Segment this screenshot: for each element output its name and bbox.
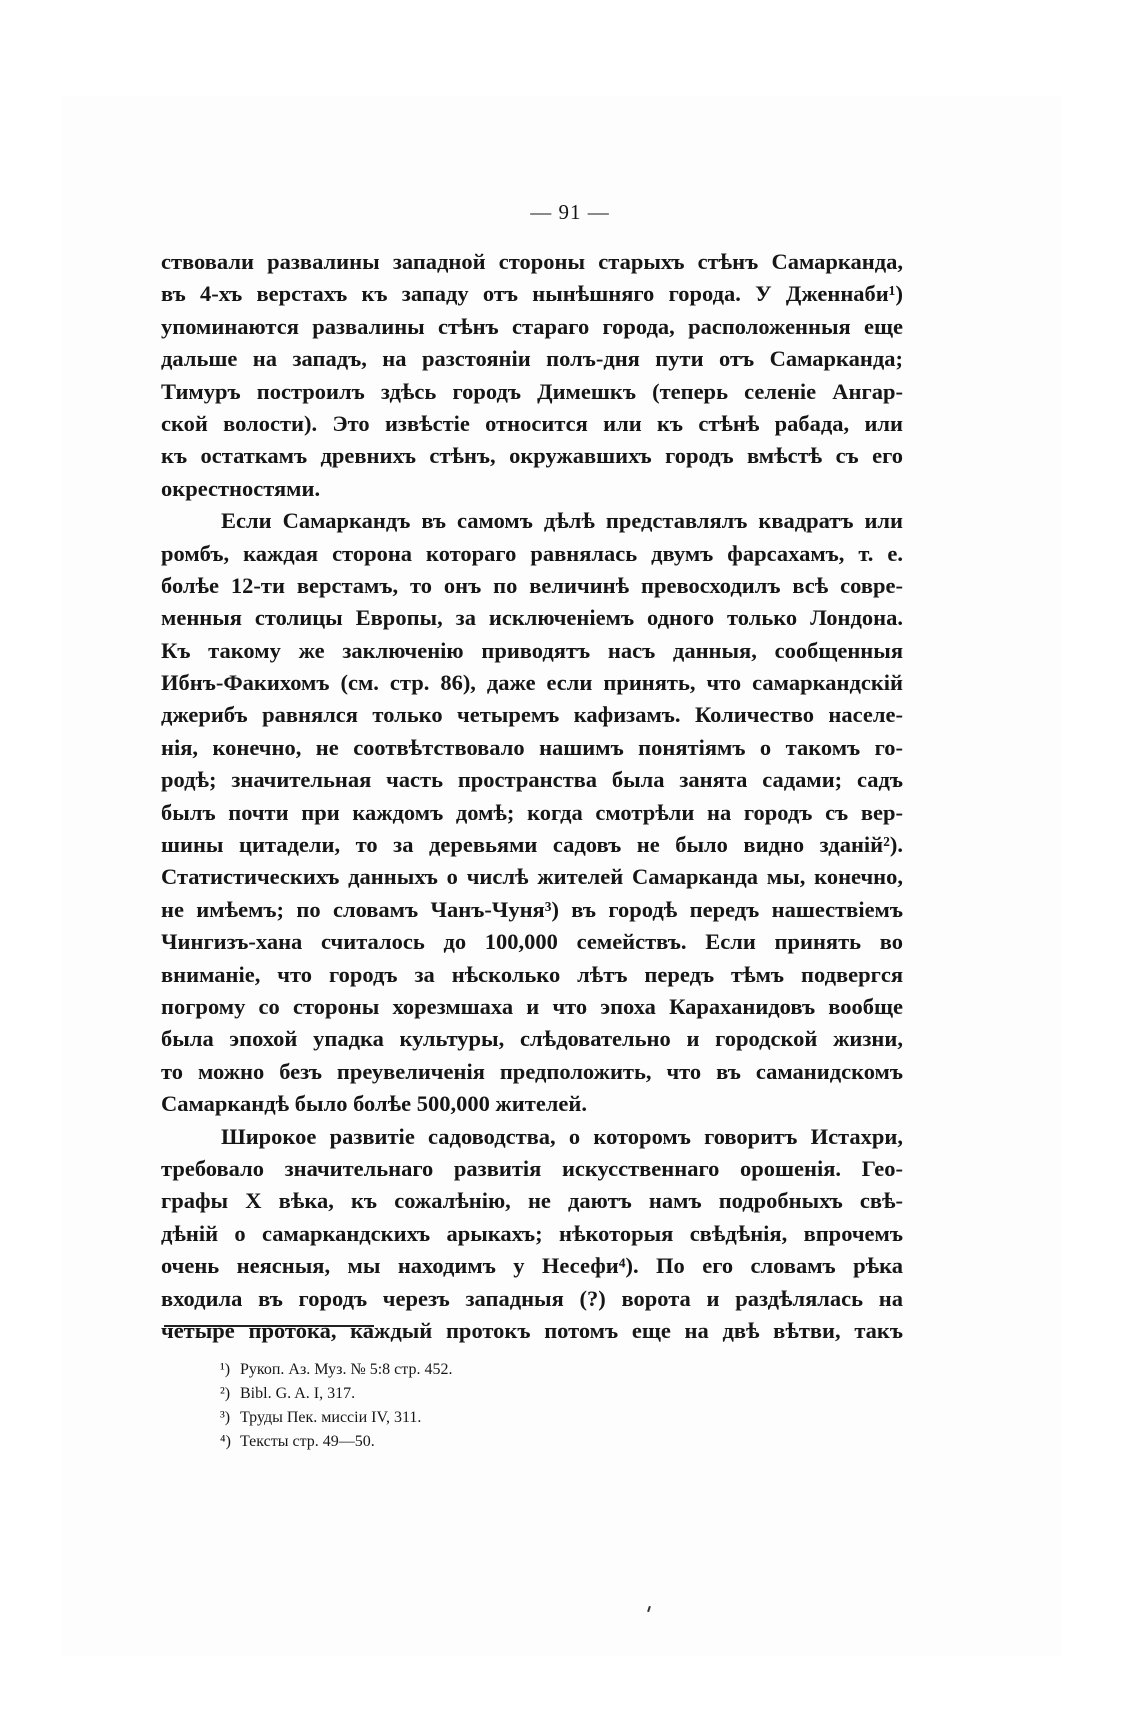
page-number: — 91 — xyxy=(530,200,610,224)
footnote-4 xyxy=(220,1430,452,1454)
footnote-text: Труды Пек. миссіи IV, 311. xyxy=(240,1409,422,1426)
footnote-divider xyxy=(164,1325,374,1327)
footnote-3 xyxy=(220,1406,452,1430)
text-line: ствовали развалины западной стороны старыхъ стѣнъ Самарканда, xyxy=(161,249,903,274)
text-line: менныя столицы Европы, за исключеніемъ одного только Лондона. xyxy=(161,605,903,631)
text-line: упоминаются развалины стѣнъ стараго города, расположенныя еще xyxy=(161,313,903,339)
text-line: не имѣемъ; по словамъ Чанъ-Чуня³) въ городѣ передъ нашествіемъ xyxy=(161,896,903,922)
text-line: родѣ; значительная часть пространства была занята садами; садъ xyxy=(161,767,903,793)
footnote-text: Рукоп. Аз. Муз. № 5:8 стр. 452. xyxy=(240,1361,453,1378)
footnote-text: Bibl. G. A. I, 317. xyxy=(240,1385,356,1402)
paragraph-2 xyxy=(161,505,903,1120)
text-line: джерибъ равнялся только четыремъ кафизамъ. Количество населе- xyxy=(161,702,903,728)
text-line: очень неясныя, мы находимъ у Несефи⁴). По его словамъ рѣка xyxy=(161,1253,903,1279)
footnotes xyxy=(220,1358,452,1454)
text-line: четыре протока, каждый протокъ потомъ еще на двѣ вѣтви, такъ xyxy=(161,1317,903,1343)
footnote-marker: ⁴) xyxy=(220,1433,231,1450)
footnote-marker: ¹) xyxy=(220,1361,231,1378)
text-line: ской волости). Это извѣстіе относится или къ стѣнѣ рабада, или xyxy=(161,410,903,436)
text-line: ромбъ, каждая сторона котораго равнялась двумъ фарсахамъ, т. е. xyxy=(161,540,903,566)
text-line: Самаркандѣ было болѣе 500,000 жителей. xyxy=(161,1091,588,1117)
footnote-marker: ³) xyxy=(220,1409,231,1426)
footnote-marker: ²) xyxy=(220,1385,231,1402)
text-line: дальше на западъ, на разстояніи полъ-дня пути отъ Самарканда; xyxy=(161,346,903,372)
text-line: былъ почти при каждомъ домѣ; когда смотрѣли на городъ съ вер- xyxy=(161,799,903,825)
text-line: Статистическихъ данныхъ о числѣ жителей Самарканда мы, конечно, xyxy=(161,864,903,890)
text-line: окрестностями. xyxy=(161,475,321,501)
text-line: Широкое развитіе садоводства, о которомъ говоритъ Истахри, xyxy=(221,1123,903,1149)
text-line: требовало значительнаго развитія искусственнаго орошенія. Гео- xyxy=(161,1155,903,1181)
text-line: графы X вѣка, къ сожалѣнію, не даютъ намъ подробныхъ свѣ- xyxy=(161,1188,903,1214)
text-line: погрому со стороны хорезмшаха и что эпоха Караханидовъ вообще xyxy=(161,993,903,1019)
text-line: входила въ городъ черезъ западныя (?) ворота и раздѣлялась на xyxy=(161,1285,903,1311)
footnote-1 xyxy=(220,1358,452,1382)
text-line: Къ такому же заключенію приводятъ насъ данныя, сообщенныя xyxy=(161,637,903,663)
text-line: нія, конечно, не соотвѣтствовало нашимъ понятіямъ о такомъ го- xyxy=(161,734,903,760)
body-text xyxy=(161,246,903,1347)
text-line: Ибнъ-Факихомъ (см. стр. 86), даже если принять, что самаркандскій xyxy=(161,670,903,696)
footnote-text: Тексты стр. 49—50. xyxy=(240,1433,375,1450)
paragraph-3 xyxy=(161,1121,903,1348)
footnote-2 xyxy=(220,1382,452,1406)
text-line: вниманіе, что городъ за нѣсколько лѣтъ передъ тѣмъ подвергся xyxy=(161,961,903,987)
text-line: шины цитадели, то за деревьями садовъ не было видно зданій²). xyxy=(161,832,903,858)
text-line: къ остаткамъ древнихъ стѣнъ, окружавшихъ городъ вмѣстѣ съ его xyxy=(161,443,903,469)
paragraph-1 xyxy=(161,246,903,505)
text-line: Тимуръ построилъ здѣсь городъ Димешкъ (теперь селеніе Ангар- xyxy=(161,378,903,404)
text-line: Чингизъ-хана считалось до 100,000 семействъ. Если принять во xyxy=(161,929,903,955)
text-line: Если Самаркандъ въ самомъ дѣлѣ представлялъ квадратъ или xyxy=(221,508,903,534)
text-line: въ 4-хъ верстахъ къ западу отъ нынѣшняго города. У Дженнаби¹) xyxy=(161,281,903,307)
text-line: болѣе 12-ти верстамъ, то онъ по величинѣ превосходилъ всѣ совре- xyxy=(161,572,903,598)
text-line: то можно безъ преувеличенія предположить, что въ саманидскомъ xyxy=(161,1058,903,1084)
text-line: была эпохой упадка культуры, слѣдовательно и городской жизни, xyxy=(161,1026,903,1052)
text-line: дѣній о самаркандскихъ арыкахъ; нѣкоторыя свѣдѣнія, впрочемъ xyxy=(161,1220,903,1246)
